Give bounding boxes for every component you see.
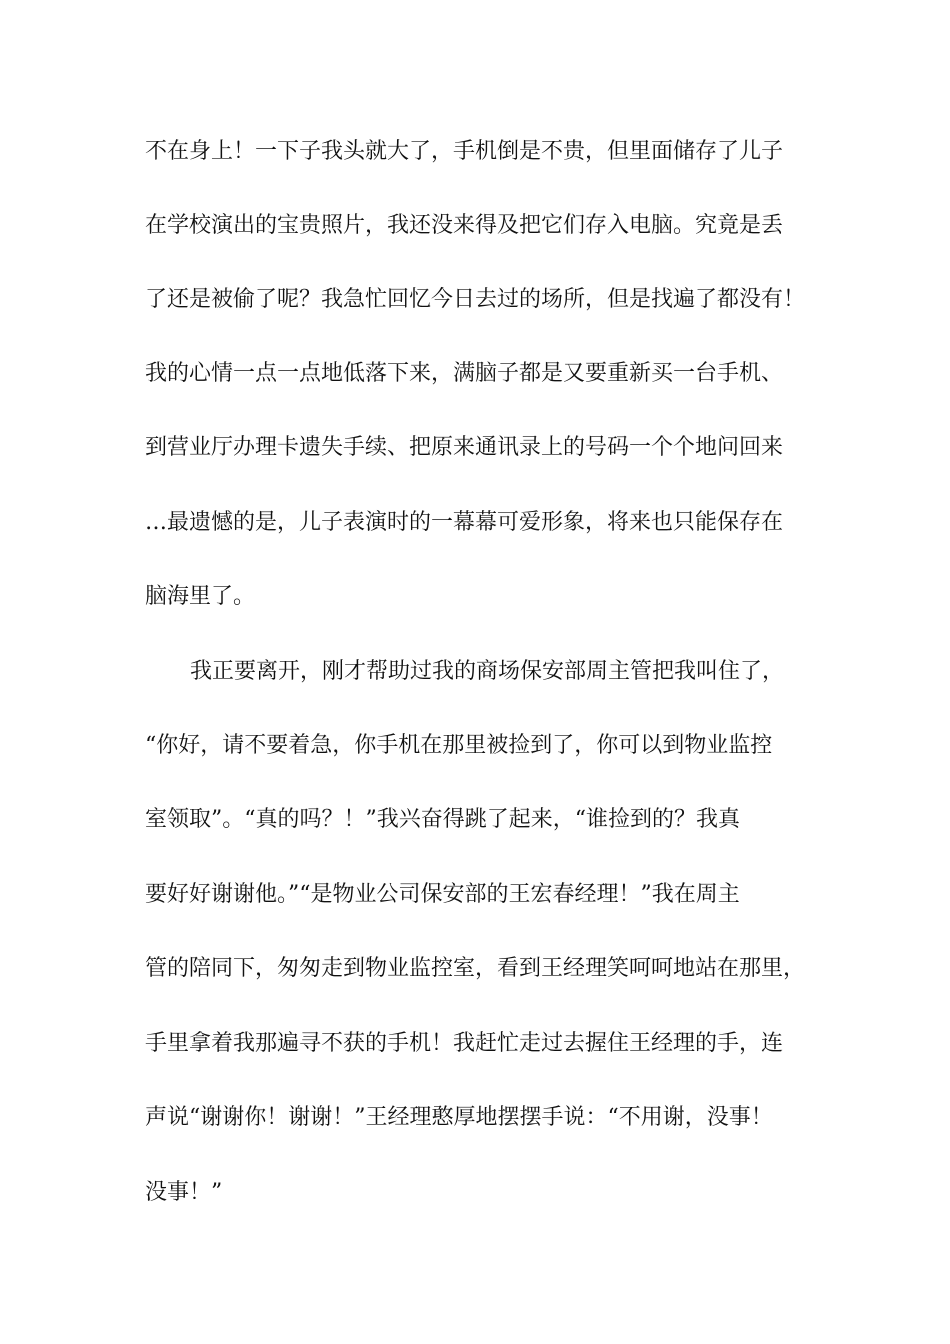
text-line: 脑海里了。 xyxy=(145,584,256,609)
text-line: 管的陪同下，匆匆走到物业监控室，看到王经理笑呵呵地站在那里， xyxy=(145,956,806,981)
text-line: 在学校演出的宝贵照片，我还没来得及把它们存入电脑。究竟是丢 xyxy=(145,213,784,238)
text-line: 要好好谢谢他。”“是物业公司保安部的王宏春经理！”我在周主 xyxy=(145,882,740,907)
text-line: 了还是被偷了呢？我急忙回忆今日去过的场所，但是找遍了都没有！ xyxy=(145,287,806,312)
text-line: 我正要离开，刚才帮助过我的商场保安部周主管把我叫住了， xyxy=(190,659,785,684)
text-line: 手里拿着我那遍寻不获的手机！我赶忙走过去握住王经理的手，连 xyxy=(145,1031,784,1056)
text-line: …最遗憾的是，儿子表演时的一幕幕可爱形象，将来也只能保存在 xyxy=(145,510,784,535)
text-line: 不在身上！一下子我头就大了，手机倒是不贵，但里面储存了儿子 xyxy=(145,139,784,164)
text-line: 没事！” xyxy=(145,1180,223,1205)
text-line: 声说“谢谢你！谢谢！”王经理憨厚地摆摆手说：“不用谢，没事！ xyxy=(145,1105,773,1130)
text-line: 室领取”。“真的吗？！”我兴奋得跳了起来，“谁捡到的？我真 xyxy=(145,807,740,832)
text-line: 到营业厅办理卡遗失手续、把原来通讯录上的号码一个个地问回来 xyxy=(145,435,784,460)
text-line: 我的心情一点一点地低落下来，满脑子都是又要重新买一台手机、 xyxy=(145,361,784,386)
text-line: “你好，请不要着急，你手机在那里被捡到了，你可以到物业监控 xyxy=(145,733,773,758)
